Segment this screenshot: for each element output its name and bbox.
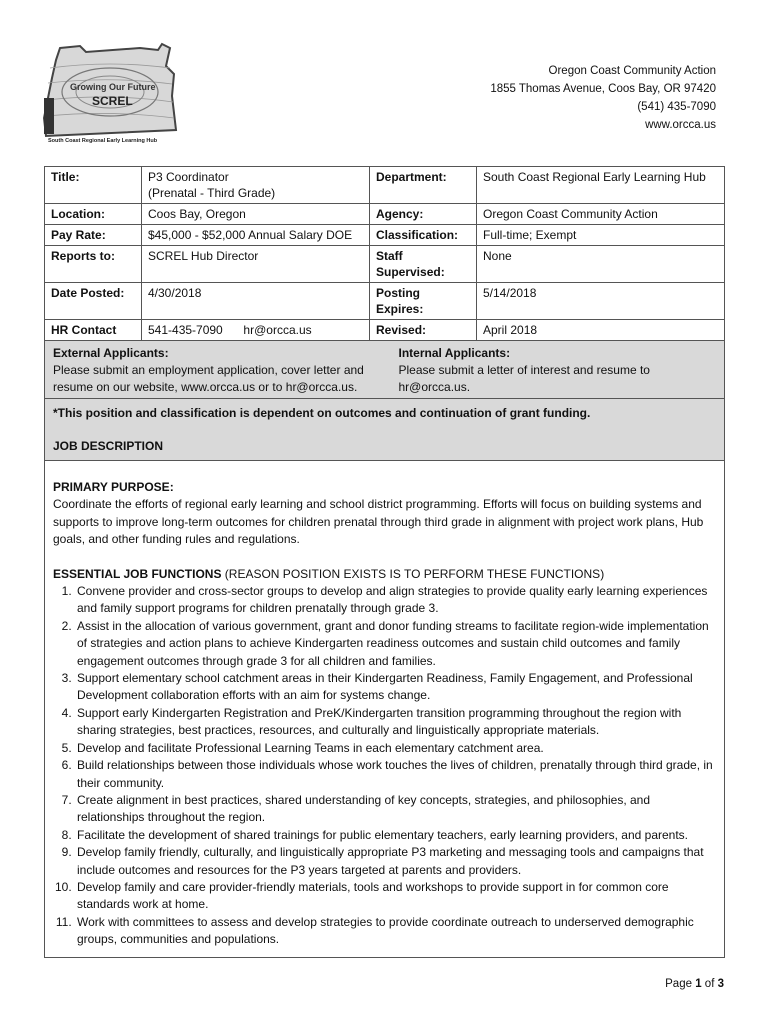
department-value: South Coast Regional Early Learning Hub (477, 167, 725, 204)
list-item: 10. Develop family and care provider-friendly materials, tools and workshops to provide support in for common core standards work at home. (75, 879, 716, 914)
hr-label: HR Contact (45, 320, 142, 341)
internal-applicants (399, 345, 717, 396)
internal-text: Please submit a letter of interest and resume to hr@orcca.us. (398, 363, 650, 394)
job-info-table (45, 167, 724, 341)
expires-label: Posting Expires: (370, 283, 477, 320)
organization-contact (490, 62, 716, 134)
notice-section (45, 399, 724, 461)
list-item: 1. Convene provider and cross-sector groups to develop and align strategies to provide quality early learning experiences and family support programs for children prenatally through grade 3. (75, 583, 716, 618)
list-item: 5. Develop and facilitate Professional Learning Teams in each elementary catchment area. (75, 740, 716, 757)
logo-name: SCREL (92, 94, 133, 108)
revised-value: April 2018 (477, 320, 725, 341)
title-value (142, 167, 370, 204)
external-text: Please submit an employment application, cover letter and resume on our website, www.orcca.us or to hr@orcca.us. (53, 363, 364, 394)
essential-subtitle: (REASON POSITION EXISTS IS TO PERFORM THESE FUNCTIONS) (221, 566, 605, 581)
list-item: 11. Work with committees to assess and develop strategies to provide coordinate outreach to underserved demographic groups, communities and populations. (75, 914, 716, 949)
primary-purpose-heading: PRIMARY PURPOSE: (53, 480, 174, 494)
essential-functions-list (53, 583, 716, 949)
table-row (45, 225, 724, 246)
hr-phone: 541-435-7090 (148, 323, 223, 337)
list-item: 3. Support elementary school catchment areas in their Kindergarten Readiness, Family Engagement, and Professional Development collaboration efforts with an aim for systems change. (75, 670, 716, 705)
org-website[interactable]: www.orcca.us (645, 119, 716, 131)
list-item: 4. Support early Kindergarten Registration and PreK/Kindergarten transition programming throughout the region with sharing strategies, best practices, resources, and culturally and linguistically appropriate materials. (75, 705, 716, 740)
department-label: Department: (370, 167, 477, 204)
external-title: External Applicants: (53, 346, 169, 360)
title-line-1: P3 Coordinator (148, 170, 229, 184)
list-item: 7. Create alignment in best practices, shared understanding of key concepts, strategies, and philosophies, and relationships throughout the region. (75, 792, 716, 827)
job-posting-frame (44, 166, 725, 958)
reports-value: SCREL Hub Director (142, 246, 370, 283)
location-label: Location: (45, 204, 142, 225)
list-item: 9. Develop family friendly, culturally, and linguistically appropriate P3 marketing and messaging tools and campaigns that include outcomes and resources for the P3 years targeted at parents and providers. (75, 844, 716, 879)
reports-label: Reports to: (45, 246, 142, 283)
agency-label: Agency: (370, 204, 477, 225)
table-row (45, 320, 724, 341)
list-item: 6. Build relationships between those individuals whose work touches the lives of children, prenatally through third grade, in their community. (75, 757, 716, 792)
expires-value: 5/14/2018 (477, 283, 725, 320)
classification-label: Classification: (370, 225, 477, 246)
list-item: 2. Assist in the allocation of various government, grant and donor funding streams to facilitate region-wide implementation of strategies and action plans to achieve Kindergarten readiness outcomes and sustain child outcomes and family engagement outcomes through grade 3 for all children and families. (75, 618, 716, 670)
page-number (665, 978, 724, 990)
org-name: Oregon Coast Community Action (548, 65, 716, 77)
funding-notice: *This position and classification is dependent on outcomes and continuation of grant funding. (53, 406, 591, 420)
org-phone: (541) 435-7090 (637, 101, 716, 113)
table-row (45, 246, 724, 283)
essential-title: ESSENTIAL JOB FUNCTIONS (53, 566, 222, 581)
table-row (45, 167, 724, 204)
list-item: 8. Facilitate the development of shared trainings for public elementary teachers, early learning providers, and parents. (75, 827, 716, 844)
page-total: 3 (717, 978, 724, 990)
table-row (45, 283, 724, 320)
revised-label: Revised: (370, 320, 477, 341)
logo-caption: South Coast Regional Early Learning Hub (48, 138, 158, 144)
external-applicants (53, 345, 399, 396)
table-row (45, 204, 724, 225)
classification-value: Full-time; Exempt (477, 225, 725, 246)
title-line-2: (Prenatal - Third Grade) (148, 186, 276, 200)
applicants-section (45, 341, 724, 399)
page-of: of (701, 978, 718, 990)
page-current: 1 (695, 978, 702, 990)
org-address: 1855 Thomas Avenue, Coos Bay, OR 97420 (490, 83, 716, 95)
posted-value: 4/30/2018 (142, 283, 370, 320)
screl-logo (40, 38, 200, 150)
page-prefix: Page (665, 978, 696, 990)
location-value: Coos Bay, Oregon (142, 204, 370, 225)
primary-purpose-text: Coordinate the efforts of regional early learning and school district programming. Efforts will focus on building systems and supports to improve long-term outcomes for children prenatal through third grade in alignment with project work plans, Hub goals, and other funding rules and regulations. (53, 497, 704, 547)
hr-email[interactable]: hr@orcca.us (243, 323, 312, 337)
agency-value: Oregon Coast Community Action (477, 204, 725, 225)
title-label: Title: (45, 167, 142, 204)
job-description-heading: JOB DESCRIPTION (53, 439, 164, 453)
hr-value (142, 320, 370, 341)
staff-value: None (477, 246, 725, 283)
logo-tagline: Growing Our Future (70, 82, 156, 92)
job-description-body (45, 461, 724, 949)
payrate-label: Pay Rate: (45, 225, 142, 246)
essential-functions-heading (53, 566, 716, 583)
internal-title: Internal Applicants: (398, 346, 511, 360)
posted-label: Date Posted: (45, 283, 142, 320)
staff-label: Staff Supervised: (370, 246, 477, 283)
payrate-value: $45,000 - $52,000 Annual Salary DOE (142, 225, 370, 246)
